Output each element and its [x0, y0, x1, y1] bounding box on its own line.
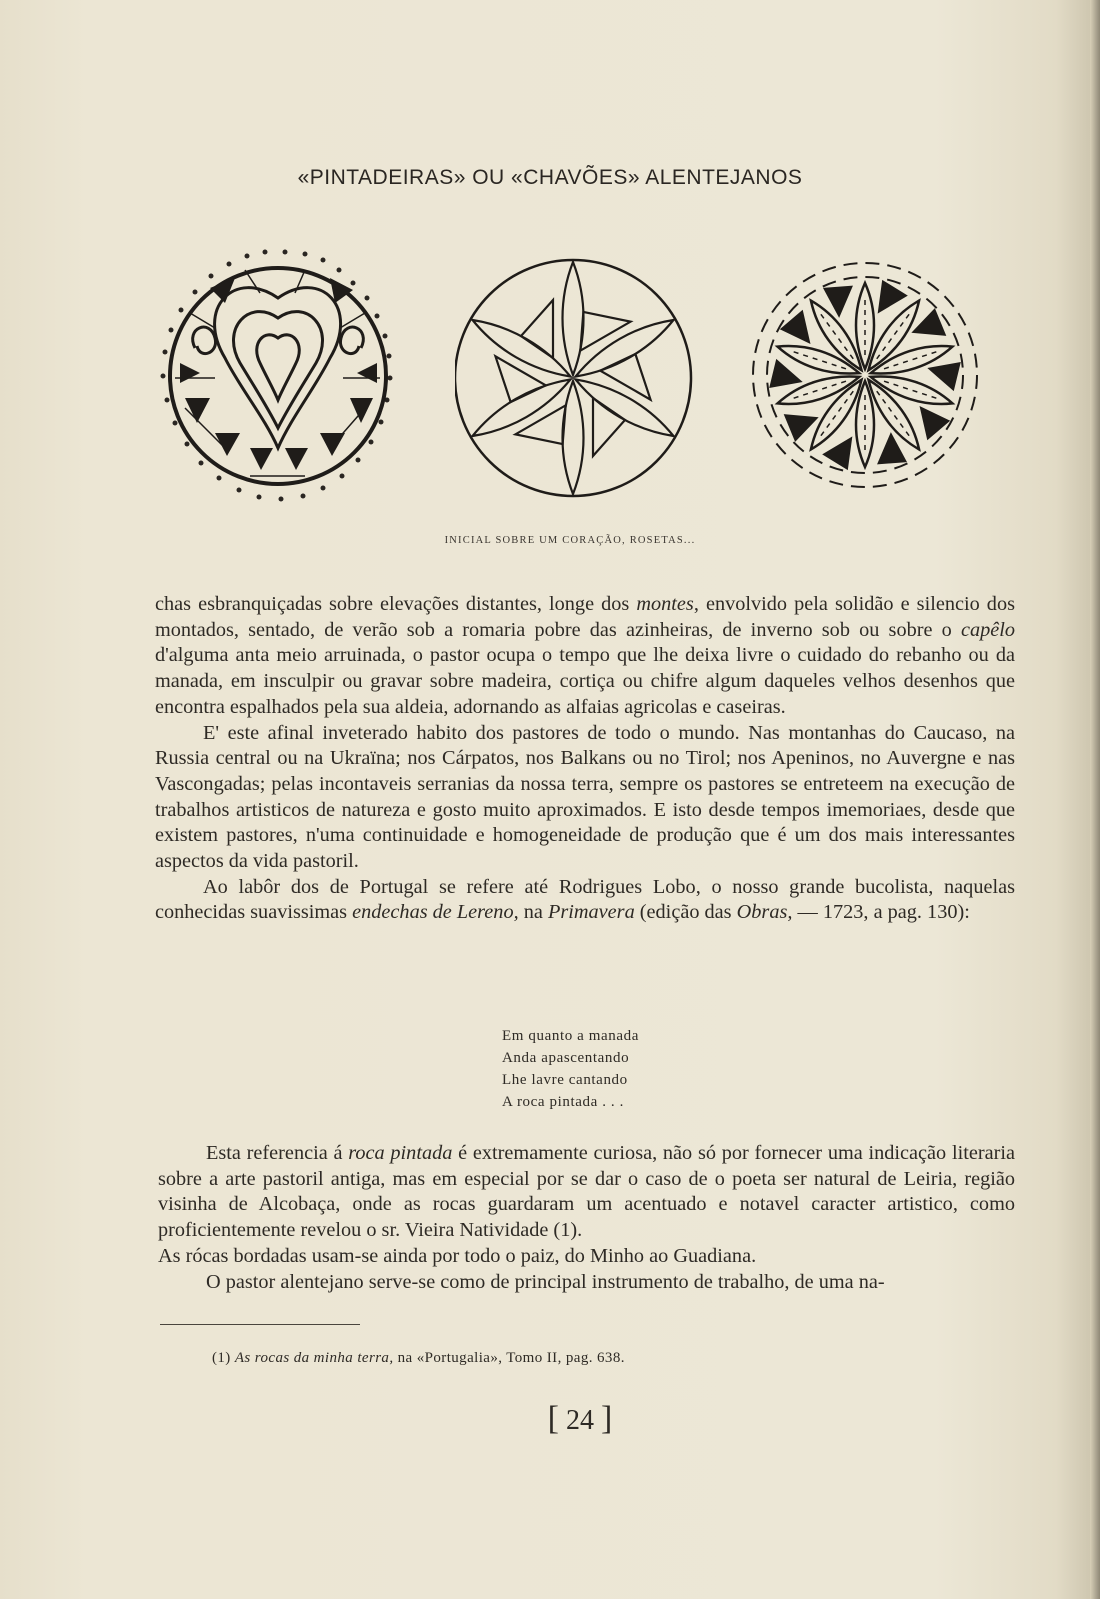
paragraph-6: O pastor alentejano serve-se como de principal instrumento de trabalho, de uma na- — [206, 1270, 885, 1293]
italic-run: montes — [636, 593, 694, 615]
running-head: «PINTADEIRAS» OU «CHAVÕES» ALENTEJANOS — [297, 166, 803, 189]
text-run: é extremamente curiosa, não só por fornecer uma indicação literaria sobre a arte pastoril antiga, mas em especial por se dar o caso de o poeta ser natural de Leiria, região visinha de Alcobaça, onde as rocas guardaram um acentuado e notavel caracter artistico, como proficientemente revelou o sr. Vieira Natividade (1). — [158, 1142, 1015, 1242]
text-run: na — [518, 901, 548, 924]
footnote-rule — [160, 1324, 360, 1325]
poem-line: Em quanto a manada — [502, 1028, 640, 1044]
text-run: Esta referencia á — [206, 1142, 349, 1164]
text-run: — 1723, a pag. 130): — [792, 901, 970, 924]
text-run: d'alguma anta meio arruinada, o pastor ocupa o tempo que lhe deixa livre o cuidado do rebanho ou da manada, em insculpir ou gravar sobre madeira, cortiça ou chifre algum daqueles velhos desenhos que encontra espalhados pela sua aldeia, adornando as alfaias agricolas e caseiras. — [155, 644, 1015, 718]
paragraph-5: As rócas bordadas usam-se ainda por todo o paiz, do Minho ao Guadiana. — [158, 1244, 757, 1267]
poem-quote — [502, 1025, 639, 1113]
footnote — [212, 1350, 625, 1367]
body-text-upper — [155, 592, 1015, 926]
bracket-close: ] — [601, 1400, 613, 1437]
footnote-rest: na «Portugalia», Tomo II, pag. 638. — [397, 1350, 625, 1366]
text-run: , envolvido pela solidão e silencio dos montados, sentado, de verão sob a romaria pobre das azinheiras, de inverno sob ou sobre o — [155, 593, 1015, 641]
paragraph-4 — [158, 1141, 1015, 1244]
footnote-mark: (1) — [212, 1350, 231, 1366]
page-number-value: 24 — [566, 1405, 594, 1436]
text-run: chas esbranquiçadas sobre elevações distantes, longe dos — [155, 593, 637, 615]
footnote-title: As rocas da minha terra, — [234, 1350, 394, 1366]
italic-run: capêlo — [960, 618, 1015, 641]
page-edge — [1090, 0, 1100, 1599]
body-text-lower — [158, 1141, 1015, 1295]
poem-line: A roca pintada . . . — [502, 1094, 624, 1110]
italic-run: roca pintada — [348, 1142, 453, 1164]
italic-run: Primavera — [547, 901, 635, 924]
paragraph-2: E' este afinal inveterado habito dos pastores de todo o mundo. Nas montanhas do Caucaso, na Russia central ou na Ukraïna; nos Cárpatos, nos Balkans ou no Tirol; nos Apeninos, no Auvergne e nas Vascongadas; pelas incontaveis serranias da nossa terra, sempre os pastores se entreteem na execução de trabalhos artisticos de natureza e gosto muito aproximados. E isto desde tempos imemoriaes, desde que existem pastores, n'uma continuidade e homogeneidade de produção que é um dos mais interessantes aspectos da vida pastoril. — [155, 721, 1015, 873]
six-petal-star-figure — [455, 258, 695, 503]
italic-run: endechas de Lereno, — [352, 901, 519, 924]
rosette-figure — [745, 240, 1005, 510]
poem-line: Lhe lavre cantando — [502, 1072, 628, 1088]
text-run: (edição das — [634, 901, 737, 924]
paragraph-1 — [155, 592, 1015, 721]
figure-caption: INICIAL SOBRE UM CORAÇÃO, ROSETAS... — [444, 535, 696, 546]
paragraph-3 — [155, 875, 1015, 926]
italic-run: Obras, — [736, 901, 793, 924]
poem-line: Anda apascentando — [502, 1050, 630, 1066]
bracket-open: [ — [547, 1400, 559, 1437]
heart-initial-figure — [155, 248, 415, 518]
page-number — [0, 1400, 1100, 1438]
text-run: Ao labôr dos de Portugal se refere até Rodrigues Lobo, o nosso grande bucolista, naquelas conhecidas suavissimas — [155, 875, 1015, 924]
